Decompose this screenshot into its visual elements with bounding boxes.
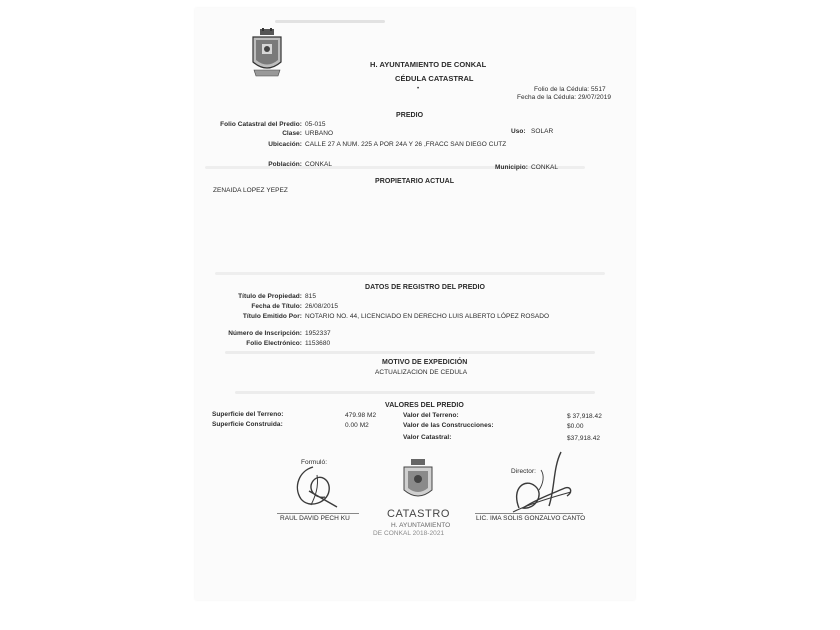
- uso-label: Uso:: [511, 128, 526, 135]
- section-valores-title: VALORES DEL PREDIO: [385, 402, 464, 409]
- formulo-label: Formuló:: [301, 459, 328, 466]
- formulo-signature-line: [277, 513, 359, 514]
- cedula-title: CÉDULA CATASTRAL: [395, 74, 474, 83]
- folio-catastral-value: 05-015: [305, 121, 326, 128]
- scan-shadow: [215, 272, 605, 275]
- folio-catastral-label: Folio Catastral del Predio:: [220, 121, 302, 128]
- stamp-ayuntamiento: H. AYUNTAMIENTO: [391, 522, 451, 529]
- ayuntamiento-title: H. AYUNTAMIENTO DE CONKAL: [370, 60, 487, 69]
- fecha-titulo-label: Fecha de Título:: [251, 303, 302, 310]
- folio-electronico-label: Folio Electrónico:: [246, 340, 302, 347]
- valor-construcciones-value: $0.00: [567, 423, 584, 430]
- clase-value: URBANO: [305, 130, 334, 137]
- bullet-mark: •: [417, 86, 420, 92]
- scan-shadow: [275, 20, 385, 23]
- valor-catastral-label: Valor Catastral:: [403, 434, 452, 441]
- titulo-propiedad-label: Título de Propiedad:: [238, 293, 302, 300]
- director-signature-line: [475, 513, 583, 514]
- stamp-catastro: CATASTRO: [387, 508, 451, 520]
- valor-construcciones-label: Valor de las Construcciones:: [403, 422, 494, 429]
- superficie-terreno-value: 479.98 M2: [345, 412, 377, 419]
- inscripcion-value: 1952337: [305, 330, 331, 337]
- formulo-name: RAUL DAVID PECH KU: [280, 515, 350, 522]
- clase-label: Clase:: [282, 130, 302, 137]
- document-page: [195, 8, 635, 600]
- valor-terreno-value: $ 37,918.42: [567, 413, 602, 420]
- director-label: Director:: [511, 468, 537, 475]
- fecha-titulo-value: 26/08/2015: [305, 303, 339, 310]
- section-registro-title: DATOS DE REGISTRO DEL PREDIO: [365, 284, 486, 291]
- ubicacion-value: CALLE 27 A NUM. 225 A POR 24A Y 26 ,FRACC SAN DIEGO CUTZ: [305, 141, 507, 148]
- coat-of-arms-logo: [250, 28, 284, 82]
- superficie-construida-value: 0.00 M2: [345, 422, 369, 429]
- superficie-construida-label: Superficie Construida:: [212, 421, 283, 428]
- folio-electronico-value: 1153680: [305, 340, 331, 347]
- titulo-emitido-value: NOTARIO NO. 44, LICENCIADO EN DERECHO LUIS ALBERTO LÓPEZ ROSADO: [305, 313, 550, 320]
- stamp-conkal: DE CONKAL 2018-2021: [373, 530, 445, 537]
- catastro-stamp-emblem: [400, 458, 436, 506]
- fecha-cedula: Fecha de la Cédula: 29/07/2019: [517, 94, 612, 101]
- superficie-terreno-label: Superficie del Terreno:: [212, 411, 284, 418]
- valor-catastral-value: $37,918.42: [567, 435, 601, 442]
- formulo-signature: [289, 463, 353, 513]
- titulo-propiedad-value: 815: [305, 293, 316, 300]
- inscripcion-label: Número de Inscripción:: [228, 330, 302, 337]
- poblacion-value: CONKAL: [305, 161, 333, 168]
- scan-shadow: [225, 351, 595, 354]
- municipio-label: Municipio:: [495, 164, 528, 171]
- propietario-name: ZENAIDA LOPEZ YEPEZ: [213, 187, 288, 194]
- section-motivo-title: MOTIVO DE EXPEDICIÓN: [382, 359, 468, 366]
- poblacion-label: Población:: [268, 161, 302, 168]
- valor-terreno-label: Valor del Terreno:: [403, 412, 459, 419]
- scan-shadow: [235, 391, 595, 394]
- folio-cedula: Folio de la Cédula: 5517: [534, 86, 606, 93]
- section-predio-title: PREDIO: [396, 112, 424, 119]
- titulo-emitido-label: Título Emitido Por:: [242, 313, 302, 320]
- motivo-value: ACTUALIZACION DE CEDULA: [375, 369, 468, 376]
- ubicacion-label: Ubicación:: [268, 141, 302, 148]
- director-name: LIC. IMA SOLIS GONZALVO CANTO: [476, 515, 586, 522]
- director-signature: [505, 448, 581, 520]
- municipio-value: CONKAL: [531, 164, 559, 171]
- uso-value: SOLAR: [531, 128, 554, 135]
- section-propietario-title: PROPIETARIO ACTUAL: [375, 178, 455, 185]
